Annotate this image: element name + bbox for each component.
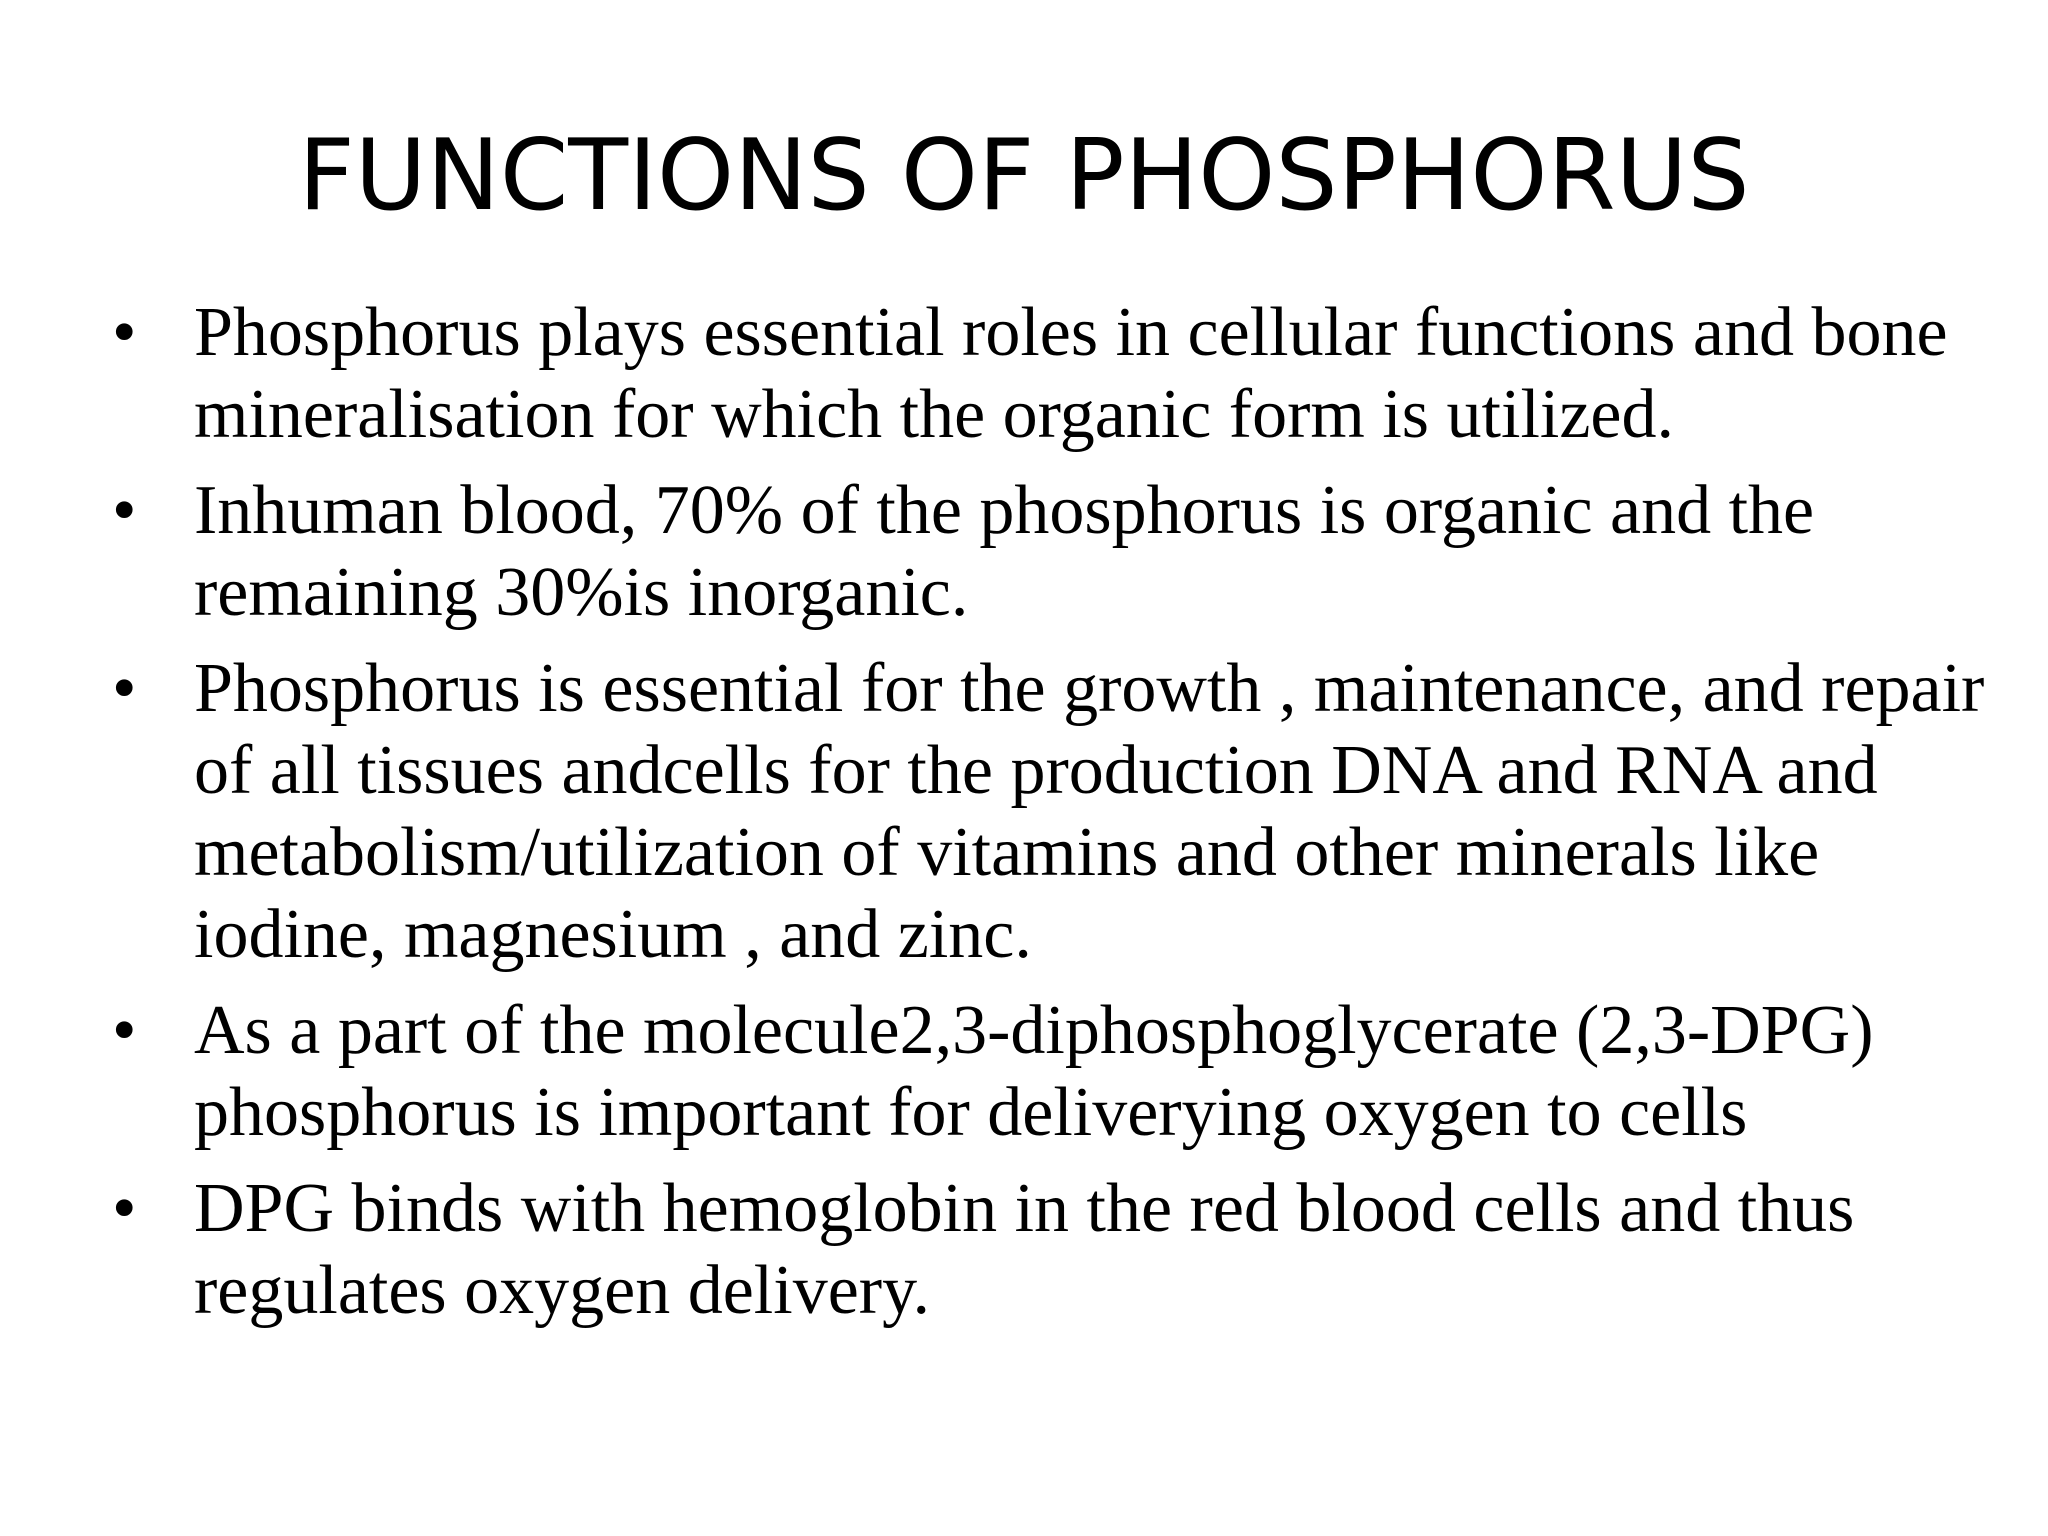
bullet-icon: • [112,472,137,549]
slide-title: FUNCTIONS OF PHOSPHORUS [298,119,1750,233]
bullet-list [112,292,1992,1346]
bullet-icon: • [112,1170,137,1247]
list-item [112,648,1992,976]
list-item [112,292,1992,456]
bullet-text: Inhuman blood, 70% of the phosphorus is organic and the remaining 30%is inorganic. [194,472,1815,631]
bullet-icon: • [112,992,137,1069]
bullet-icon: • [112,650,137,727]
bullet-text: DPG binds with hemoglobin in the red blood cells and thus regulates oxygen delivery. [194,1170,1855,1329]
bullet-text: Phosphorus plays essential roles in cellular functions and bone mineralisation for which the organic form is utilized. [194,294,1948,453]
list-item [112,990,1992,1154]
bullet-icon: • [112,294,137,371]
list-item [112,1168,1992,1332]
bullet-text: As a part of the molecule2,3-diphosphoglycerate (2,3-DPG) phosphorus is important for deliverying oxygen to cells [194,992,1874,1151]
list-item [112,470,1992,634]
bullet-text: Phosphorus is essential for the growth , maintenance, and repair of all tissues andcells for the production DNA and RNA and metabolism/utilization of vitamins and other minerals like iodine, magnesium , and zinc. [194,650,1985,973]
